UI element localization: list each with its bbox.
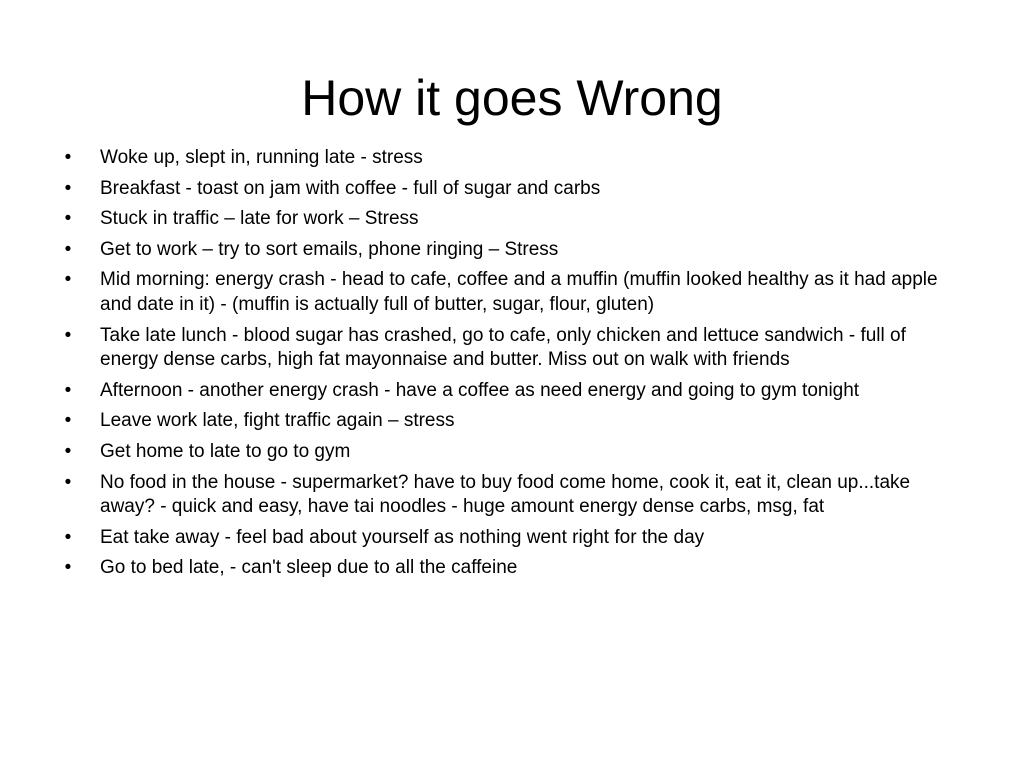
list-item [62,238,967,263]
bullet-text: Mid morning: energy crash - head to cafe, coffee and a muffin (muffin looked healthy as it had apple and date in it) - (muffin is actually full of butter, sugar, flour, gluten) [100,269,938,315]
bullet-icon: • [64,557,72,579]
bullet-text: Breakfast - toast on jam with coffee - full of sugar and carbs [100,177,601,199]
bullet-icon: • [64,410,72,432]
list-item [62,556,967,581]
bullet-icon: • [64,238,72,260]
list-item [62,409,967,434]
bullet-text: No food in the house - supermarket? have to buy food come home, cook it, eat it, clean up...take away? - quick and easy, have tai noodles - huge amount energy dense carbs, msg, fat [100,471,911,518]
list-item [62,471,967,520]
bullet-icon: • [64,269,72,291]
bullet-text: Eat take away - feel bad about yourself as nothing went right for the day [100,526,705,548]
bullet-icon: • [64,324,72,346]
list-item [62,177,967,202]
bullet-text: Leave work late, fight traffic again – stress [100,410,455,432]
bullet-text: Take late lunch - blood sugar has crashed, go to cafe, only chicken and lettuce sandwich - full of energy dense carbs, high fat mayonnaise and butter. Miss out on walk with friends [100,324,906,371]
list-item [62,207,967,232]
bullet-icon: • [64,147,72,168]
list-item [62,268,967,317]
bullet-text: Afternoon - another energy crash - have a coffee as need energy and going to gym tonight [100,379,860,401]
list-item [62,526,967,551]
list-item [62,379,967,404]
list-item [62,146,967,171]
list-item [62,440,967,465]
bullet-text: Woke up, slept in, running late - stress [100,147,423,168]
list-item [62,324,967,373]
bullet-text: Get to work – try to sort emails, phone ringing – Stress [100,238,559,260]
bullet-text: Get home to late to go to gym [100,440,351,462]
bullet-icon: • [64,440,72,462]
bullet-icon: • [64,177,72,199]
bullet-icon: • [64,471,72,493]
bullet-list [62,146,967,587]
bullet-icon: • [64,208,72,230]
bullet-text: Stuck in traffic – late for work – Stress [100,208,419,230]
bullet-icon: • [64,526,72,548]
slide-title: How it goes Wrong [301,70,723,126]
bullet-icon: • [64,379,72,401]
bullet-text: Go to bed late, - can't sleep due to all the caffeine [100,557,518,579]
